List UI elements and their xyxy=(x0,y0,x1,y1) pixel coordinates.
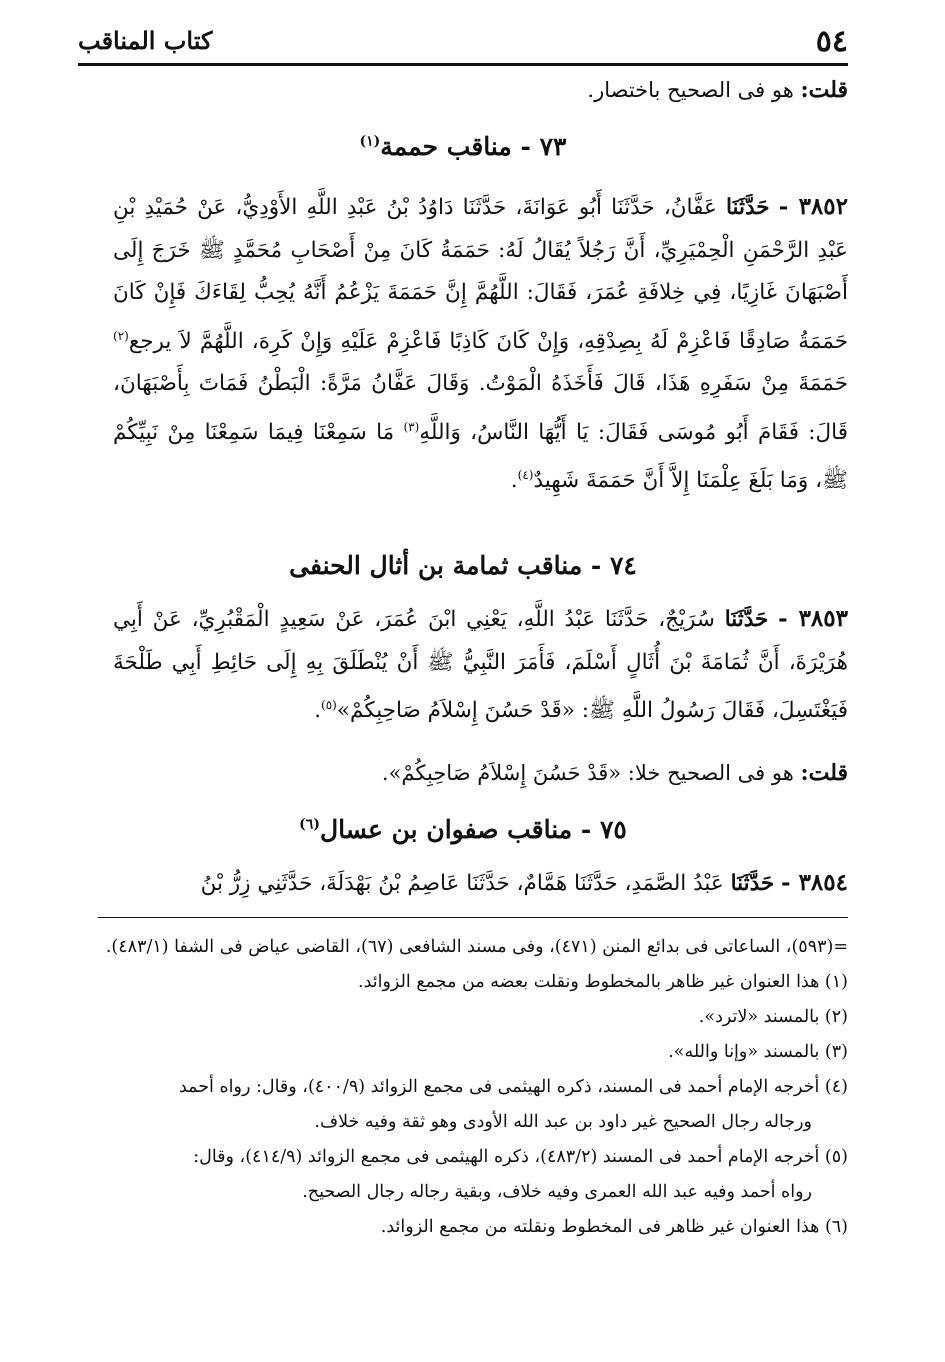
footnote-4: (٤) أخرجه الإمام أحمد فى المسند، ذكره الهيثمى فى مجمع الزوائد (٤٠٠/٩)، وقال: رواه أحمد xyxy=(178,1077,848,1097)
page-number: ٥٤ xyxy=(815,24,848,59)
hadith-opener: حَدَّثَنَا xyxy=(725,195,770,220)
intro-text: هو فى الصحيح باختصار. xyxy=(587,78,794,102)
hadith-text: حَمَمَةَ مِنْ سَفَرِهِ هَذَا، قَالَ فَأَخَذَهُ الْمَوْتُ. وَقَالَ عَفَّانُ مَرَّةً: الْبَطْنُ فَمَاتَ بِأَصْبَهَانَ، قَالَ: فَقَامَ أَبُو مُوسَى فَقَالَ: يَا أَيُّهَا النَّاسُ، وَاللَّهِ xyxy=(113,371,848,445)
hadith-text: عَبْدُ الصَّمَدِ، حَدَّثَنَا هَمَّامٌ، حَدَّثَنَا عَاصِمُ بْنُ بَهْدَلَةَ، حَدَّثَنِي زِرُّ بْنُ xyxy=(200,871,724,896)
footnote-ref-3: (٣) xyxy=(403,419,420,434)
footnote-4-continued: ورجاله رجال الصحيح غير داود بن عبد الله الأودى وهو ثقة وفيه خلاف. xyxy=(314,1112,812,1132)
hadith-opener: حَدَّثَنَا xyxy=(724,607,769,632)
footnote-rule xyxy=(98,917,848,918)
footnote-3: (٣) بالمسند «وإنا والله». xyxy=(668,1042,848,1062)
footnote-ref-2: (٢) xyxy=(113,328,129,343)
note-label: قلت: xyxy=(800,760,848,786)
header-rule xyxy=(78,63,848,66)
note-text: هو فى الصحيح خلا: «قَدْ حَسُنَ إِسْلاَمُ صَاحِبِكُمْ». xyxy=(381,761,794,785)
intro-note xyxy=(113,77,848,103)
footnote-ref-1: (١) xyxy=(359,133,381,150)
section-73-heading xyxy=(78,132,848,161)
footnote-ref-4: (٤) xyxy=(517,468,534,483)
running-header xyxy=(78,22,848,62)
hadith-number-3853: ٣٨٥٣ - xyxy=(778,605,848,632)
footnote-6: (٦) هذا العنوان غير ظاهر فى المخطوط ونقلته من مجمع الزوائد. xyxy=(380,1217,848,1237)
footnote-ref-5: (٥) xyxy=(321,698,337,712)
footnote-5-continued: رواه أحمد وفيه عبد الله العمرى وفيه خلاف، وبقية رجاله رجال الصحيح. xyxy=(302,1182,812,1202)
section-74-heading xyxy=(78,551,848,580)
hadith-3854 xyxy=(113,862,848,906)
hadith-number-3852: ٣٨٥٢ - xyxy=(778,193,848,220)
footnote-2: (٢) بالمسند «لاترد». xyxy=(698,1007,848,1027)
footnote-1: (١) هذا العنوان غير ظاهر بالمخطوط ونقلت بعضه من مجمع الزوائد. xyxy=(358,972,848,992)
footnote-5: (٥) أخرجه الإمام أحمد فى المسند (٤٨٣/٢)، ذكره الهيثمى فى مجمع الزوائد (٤١٤/٩)، وقال: xyxy=(193,1147,848,1167)
hadith-text: سُرَيْجٌ، حَدَّثَنَا عَبْدُ اللَّهِ، يَعْنِي ابْنَ عُمَرَ، عَنْ سَعِيدٍ الْمَقْبُرِيِّ، عَنْ أَبِي هُرَيْرَةَ، أَنَّ ثُمَامَةَ بْنَ أُثَالٍ أَسْلَمَ، فَأَمَرَ النَّبِيُّ ﷺ أَنْ يُنْطَلَقَ بِهِ إِلَى حَائِطِ أَبِي طَلْحَةَ فَيَغْتَسِلَ، فَقَالَ رَسُولُ اللَّهِ ﷺ: «قَدْ حَسُنَ إِسْلاَمُ صَاحِبِكُمْ» xyxy=(113,607,848,724)
section-74-title: ٧٤ - مناقب ثمامة بن أثال الحنفى xyxy=(289,551,637,580)
intro-label: قلت: xyxy=(800,77,848,103)
hadith-text: عَفَّانُ، حَدَّثَنَا أَبُو عَوَانَةَ، حَدَّثَنَا دَاوُدُ بْنُ عَبْدِ اللَّهِ الأَوْدِيُّ، عَنْ حُمَيْدِ بْنِ عَبْدِ الرَّحْمَنِ الْحِمْيَرِيِّ، أَنَّ رَجُلاً يُقَالُ لَهُ: حَمَمَةُ كَانَ مِنْ أَصْحَابِ مُحَمَّدٍ ﷺ خَرَجَ إِلَى أَصْبَهَانَ غَازِيًا، فِي خِلافَةِ عُمَرَ، فَقَالَ: اللَّهُمَّ إِنَّ حَمَمَةَ يَزْعُمُ أَنَّهُ يُحِبُّ لِقَاءَكَ فَإِنْ كَانَ حَمَمَةُ صَادِقًا فَاعْزِمْ لَهُ بِصِدْقِهِ، وَإِنْ كَانَ كَاذِبًا فَاعْزِمْ عَلَيْهِ وَإِنْ كَرِهَ، اللَّهُمَّ لاَ يرجع xyxy=(113,195,848,354)
hadith-opener: حَدَّثَنَا xyxy=(730,871,775,896)
footnotes xyxy=(98,930,848,1245)
hadith-3853: ٣٨٥٣ - حَدَّثَنَا سُرَيْجٌ، حَدَّثَنَا عَبْدُ اللَّهِ، يَعْنِي ابْنَ عُمَرَ، عَنْ سَعِيدٍ الْمَقْبُرِيِّ، عَنْ أَبِي هُرَيْرَةَ، أَنَّ ثُمَامَةَ بْنَ أُثَالٍ أَسْلَمَ، فَأَمَرَ النَّبِيُّ ﷺ أَنْ يُنْطَلَقَ بِهِ إِلَى حَائِطِ أَبِي طَلْحَةَ فَيَغْتَسِلَ، فَقَالَ رَسُولُ اللَّهِ ﷺ: «قَدْ حَسُنَ إِسْلاَمُ صَاحِبِكُمْ»$^{(٥)}$. xyxy=(113,605,848,724)
section-75-heading xyxy=(78,815,848,844)
hadith-3852: ٣٨٥٢ - حَدَّثَنَا عَفَّانُ، حَدَّثَنَا أَبُو عَوَانَةَ، حَدَّثَنَا دَاوُدُ بْنُ عَبْدِ اللَّهِ الأَوْدِيُّ، عَنْ حُمَيْدِ بْنِ عَبْدِ الرَّحْمَنِ الْحِمْيَرِيِّ، أَنَّ رَجُلاً يُقَالُ لَهُ: حَمَمَةُ كَانَ مِنْ أَصْحَابِ مُحَمَّدٍ ﷺ خَرَجَ إِلَى أَصْبَهَانَ غَازِيًا، فِي خِلافَةِ عُمَرَ، فَقَالَ: اللَّهُمَّ إِنَّ حَمَمَةَ يَزْعُمُ أَنَّهُ يُحِبُّ لِقَاءَكَ فَإِنْ كَانَ حَمَمَةُ صَادِقًا فَاعْزِمْ لَهُ بِصِدْقِهِ، وَإِنْ كَانَ كَاذِبًا فَاعْزِمْ عَلَيْهِ وَإِنْ كَرِهَ، اللَّهُمَّ لاَ يرجع$^{(٢)}$ حَمَمَةَ مِنْ سَفَرِهِ هَذَا، قَالَ فَأَخَذَهُ الْمَوْتُ. وَقَالَ عَفَّانُ مَرَّةً: الْبَطْنُ فَمَاتَ بِأَصْبَهَانَ، قَالَ: فَقَامَ أَبُو مُوسَى فَقَالَ: يَا أَيُّهَا النَّاسُ، وَاللَّهِ$^{(٣)}$ مَا سَمِعْنَا فِيمَا سَمِعْنَا مِنْ نَبِيِّكُمْ ﷺ، وَمَا بَلَغَ عِلْمَنَا إِلاَّ أَنَّ حَمَمَةَ شَهِيدٌ$^{(٤)}$. xyxy=(113,193,848,494)
section-73-title: ٧٣ - مناقب حممة xyxy=(380,132,567,161)
footnote-carryover: =(٥٩٣)، الساعاتى فى بدائع المنن (٤٧١)، وفى مسند الشافعى (٦٧)، القاضى عياض فى الشفا (٤٨٣/١). xyxy=(105,937,848,957)
hadith-3853-note xyxy=(113,760,848,786)
hadith-text: مَا سَمِعْنَا فِيمَا سَمِعْنَا مِنْ نَبِيِّكُمْ ﷺ، وَمَا بَلَغَ عِلْمَنَا إِلاَّ أَنَّ حَمَمَةَ شَهِيدٌ xyxy=(113,419,848,494)
hadith-number-3854: ٣٨٥٤ - xyxy=(781,869,848,896)
section-75-title: ٧٥ - مناقب صفوان بن عسال xyxy=(319,815,627,844)
book-title: كتاب المناقب xyxy=(78,26,213,55)
footnote-ref-6: (٦) xyxy=(299,816,320,833)
